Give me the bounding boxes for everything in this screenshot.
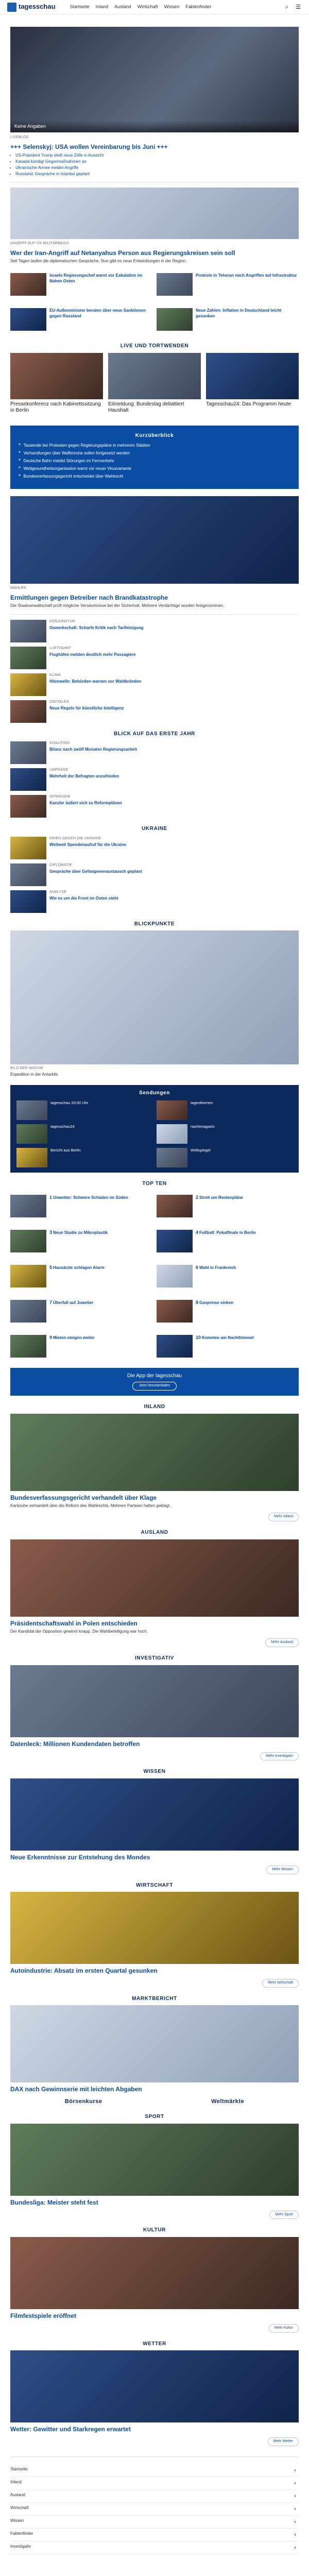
brief-item[interactable]: ■ Verhandlungen über Waffenruhe sollen fortgesetzt werden (19, 451, 290, 456)
show-card[interactable]: nachtmagazin (157, 1124, 293, 1144)
section-title: WIRTSCHAFT (135, 1882, 174, 1888)
footer-link[interactable]: Wissen › (10, 2516, 299, 2529)
nav-item[interactable]: Wissen (164, 4, 180, 9)
topten-item[interactable]: 5 Hausärzte schlagen Alarm (10, 1265, 152, 1287)
teaser-image[interactable] (10, 1778, 299, 1851)
app-banner: Die App der tagesschau Jetzt herunterladen (10, 1368, 299, 1396)
teaser-image[interactable] (10, 2124, 299, 2196)
section-title: LIVE UND TORTWENDEN (120, 343, 189, 349)
teaser-title[interactable]: Wer der Iran-Angriff auf Netanyahus Person aus Regierungskreisen sein soll (10, 249, 235, 257)
list-item[interactable]: UMFRAGE Mehrheit der Befragten unzufrieden (10, 768, 299, 791)
section-title: WETTER (143, 2341, 166, 2347)
teaser-text: Seit Tagen laufen die diplomatischen Gespräche. Nun gibt es neue Entwicklungen in der Region. (10, 258, 187, 263)
topten-item[interactable]: 2 Streit um Rentenpläne (157, 1195, 299, 1217)
more-button[interactable]: Mehr Wetter (268, 2437, 299, 2446)
chevron-right-icon: › (294, 2493, 296, 2499)
list-item[interactable]: DIGITALES Neue Regeln für künstliche Intelligenz (10, 700, 299, 723)
footer-link[interactable]: Inland › (10, 2477, 299, 2490)
brief-box (10, 426, 299, 489)
section-title: UKRAINE (142, 826, 167, 832)
list-item[interactable]: KRIEG GEGEN DIE UKRAINE Weltweit Spendenaufruf für die Ukraine (10, 837, 299, 859)
section-title: BLICKPUNKTE (134, 921, 175, 927)
teaser-image[interactable] (10, 496, 299, 584)
section-title: SPORT (145, 2114, 164, 2120)
topten-item[interactable]: 8 Gaspreise sinken (157, 1300, 299, 1323)
thumb (10, 273, 46, 296)
section-title: BLICK AUF DAS ERSTE JAHR (114, 731, 195, 737)
live-card[interactable]: Pressekonferenz nach Kabinettssitzung in Berlin (10, 353, 103, 418)
sendungen-box: Sendungen tagesschau 20:00 Uhr tagesthemen tagesschau24 nachtmagazin Bericht aus Berlin Weltspiegel (10, 1085, 299, 1173)
bullet-link[interactable]: • Russland: Gespräche in Istanbul geplant (15, 172, 299, 177)
thumb (10, 308, 46, 331)
bullet-link[interactable]: • Kanada kündigt Gegenmaßnahmen an (15, 159, 299, 164)
section-title: WISSEN (143, 1769, 166, 1775)
section-title: INLAND (144, 1404, 165, 1410)
list-item[interactable]: LUFTFAHRT Flughäfen melden deutlich mehr Passagiere (10, 647, 299, 669)
nav-item[interactable]: Ausland (114, 4, 131, 9)
show-card[interactable]: Weltspiegel (157, 1148, 293, 1167)
list-item[interactable]: Israels Regierungschef warnt vor Eskalation im Nahen Osten (10, 273, 152, 296)
brief-item[interactable]: ■ Weltgesundheitsorganisation warnt vor neuer Virusvariante (19, 466, 290, 471)
nav-item[interactable]: Inland (95, 4, 109, 9)
menu-icon[interactable]: ☰ (296, 4, 301, 10)
list-item[interactable]: EU-Außenminister beraten über neue Sanktionen gegen Russland (10, 308, 152, 331)
more-button[interactable]: Mehr Inland (268, 1513, 299, 1521)
more-button[interactable]: Mehr Wissen (266, 1866, 299, 1874)
chevron-right-icon: › (294, 2544, 296, 2551)
stock-link[interactable]: Börsenkurse (64, 2098, 102, 2105)
hero-kicker: LIVEBLOG (10, 135, 29, 139)
topten-item[interactable]: 3 Neue Studie zu Mikroplastik (10, 1230, 152, 1252)
teaser-image[interactable] (10, 2237, 299, 2309)
nav-item[interactable]: Startseite (70, 4, 90, 9)
teaser[interactable] (10, 188, 299, 264)
list-item[interactable]: Proteste in Teheran nach Angriffen auf Infrastruktur (157, 273, 299, 296)
search-icon[interactable]: ⌕ (285, 4, 289, 10)
more-button[interactable]: Mehr Sport (269, 2211, 299, 2219)
section-title: KULTUR (143, 2227, 166, 2233)
list-item[interactable]: DIPLOMATIE Gespräche über Gefangenenaustausch geplant (10, 863, 299, 886)
blickpunkt-image[interactable] (10, 930, 299, 1064)
footer-link[interactable]: Faktenfinder › (10, 2529, 299, 2541)
nav-item[interactable]: Faktenfinder (185, 4, 212, 9)
list-item[interactable]: KONJUNKTUR Gewerkschaft: Scharfe Kritik nach Tarifeinigung (10, 620, 299, 642)
logo-icon (7, 3, 16, 12)
topten-item[interactable]: 6 Wahl in Frankreich (157, 1265, 299, 1287)
hero-image[interactable] (10, 27, 299, 132)
topten-item[interactable]: 7 Überfall auf Juwelier (10, 1300, 152, 1323)
list-item[interactable]: INTERVIEW Kanzler äußert sich zu Reformplänen (10, 795, 299, 818)
show-card[interactable]: tagesschau 20:00 Uhr (16, 1100, 152, 1120)
list-item[interactable]: ANALYSE Wie es um die Front im Osten steht (10, 890, 299, 913)
brand-logo[interactable]: tagesschau (7, 3, 56, 12)
teaser-image[interactable] (10, 1414, 299, 1491)
topten-item[interactable]: 1 Unwetter: Schwere Schäden im Süden (10, 1195, 152, 1217)
footer-link[interactable]: Investigativ › (10, 2541, 299, 2554)
teaser-image[interactable] (10, 188, 299, 239)
teaser[interactable]: WAHLEN Ermittlungen gegen Betreiber nach Brandkatastrophe Die Staatsanwaltschaft prüft mögliche Versäumnisse bei der Sicherheit. Mehrere Verdächtige wurden festgenommen. (10, 496, 299, 609)
more-button[interactable]: Mehr Kultur (269, 2324, 299, 2333)
section-title: TOP TEN (142, 1181, 167, 1187)
topten-item[interactable]: 4 Fußball: Pokalfinale in Berlin (157, 1230, 299, 1252)
chevron-right-icon: › (294, 2518, 296, 2525)
show-card[interactable]: Bericht aus Berlin (16, 1148, 152, 1167)
hero-caption: Keine Angaben (10, 121, 299, 132)
topten-item[interactable]: 10 Kometen am Nachthimmel (157, 1335, 299, 1358)
section-title: Kurzüberblick (135, 432, 174, 438)
app-button[interactable]: Jetzt herunterladen (132, 1382, 177, 1391)
more-button[interactable]: Mehr Wirtschaft (262, 1979, 299, 1988)
section-title: INVESTIGATIV (135, 1655, 174, 1662)
list-item[interactable]: KLIMA Hitzewelle: Behörden warnen vor Waldbränden (10, 673, 299, 696)
more-button[interactable]: Mehr Investigativ (260, 1752, 299, 1761)
live-card[interactable]: Eilmeldung: Bundestag debattiert Haushalt (108, 353, 201, 418)
footer-link[interactable]: Startseite › (10, 2464, 299, 2477)
top-bar (0, 0, 309, 14)
brief-item[interactable]: ■ Bundesverfassungsgericht entscheidet über Wahlrecht (19, 474, 290, 479)
chevron-right-icon: › (294, 2505, 296, 2512)
hero-bullets (15, 153, 299, 177)
stock-link[interactable]: Weltmärkte (211, 2098, 245, 2105)
brief-item[interactable]: ■ Deutsche Bahn meldet Störungen im Fernverkehr (19, 459, 290, 464)
more-button[interactable]: Mehr Ausland (265, 1638, 299, 1647)
main-nav (70, 4, 212, 10)
teaser-image[interactable] (10, 1892, 299, 1964)
footer (10, 2456, 299, 2562)
thumb (157, 273, 193, 296)
brief-item[interactable]: ■ Tausende bei Protesten gegen Regierungspläne in mehreren Städten (19, 443, 290, 448)
bullet-link[interactable]: • US-Präsident Trump stellt neue Zölle in Aussicht (15, 153, 299, 158)
teaser-image[interactable] (10, 2350, 299, 2422)
live-card[interactable]: Tagesschau24: Das Programm heute (206, 353, 299, 418)
section-title: MARKTBERICHT (132, 1995, 177, 2002)
show-card[interactable]: tagesschau24 (16, 1124, 152, 1144)
list-item[interactable]: KOALITION Bilanz nach zwölf Monaten Regierungsarbeit (10, 741, 299, 764)
bullet-link[interactable]: • Ukrainische Armee meldet Angriffe (15, 165, 299, 171)
thumb (157, 308, 193, 331)
list-item[interactable]: Neue Zahlen: Inflation in Deutschland leicht gesunken (157, 308, 299, 331)
topten-item[interactable]: 9 Mieten steigen weiter (10, 1335, 152, 1358)
footer-link[interactable]: Ausland › (10, 2490, 299, 2503)
show-card[interactable]: tagesthemen (157, 1100, 293, 1120)
nav-item[interactable]: Wirtschaft (137, 4, 158, 9)
chevron-right-icon: › (294, 2531, 296, 2538)
hero-title[interactable]: +++ Selenskyj: USA wollen Vereinbarung bis Juni +++ (10, 143, 168, 150)
footer-link[interactable]: Wirtschaft › (10, 2503, 299, 2516)
chevron-right-icon: › (294, 2467, 296, 2473)
chevron-right-icon: › (294, 2480, 296, 2486)
teaser-image[interactable] (10, 1665, 299, 1737)
section-title: AUSLAND (141, 1530, 168, 1536)
teaser-image[interactable] (10, 2005, 299, 2082)
teaser-kicker: ANGRIFF AUF US-MILITÄRBASIS (10, 241, 69, 245)
teaser-image[interactable] (10, 1539, 299, 1617)
